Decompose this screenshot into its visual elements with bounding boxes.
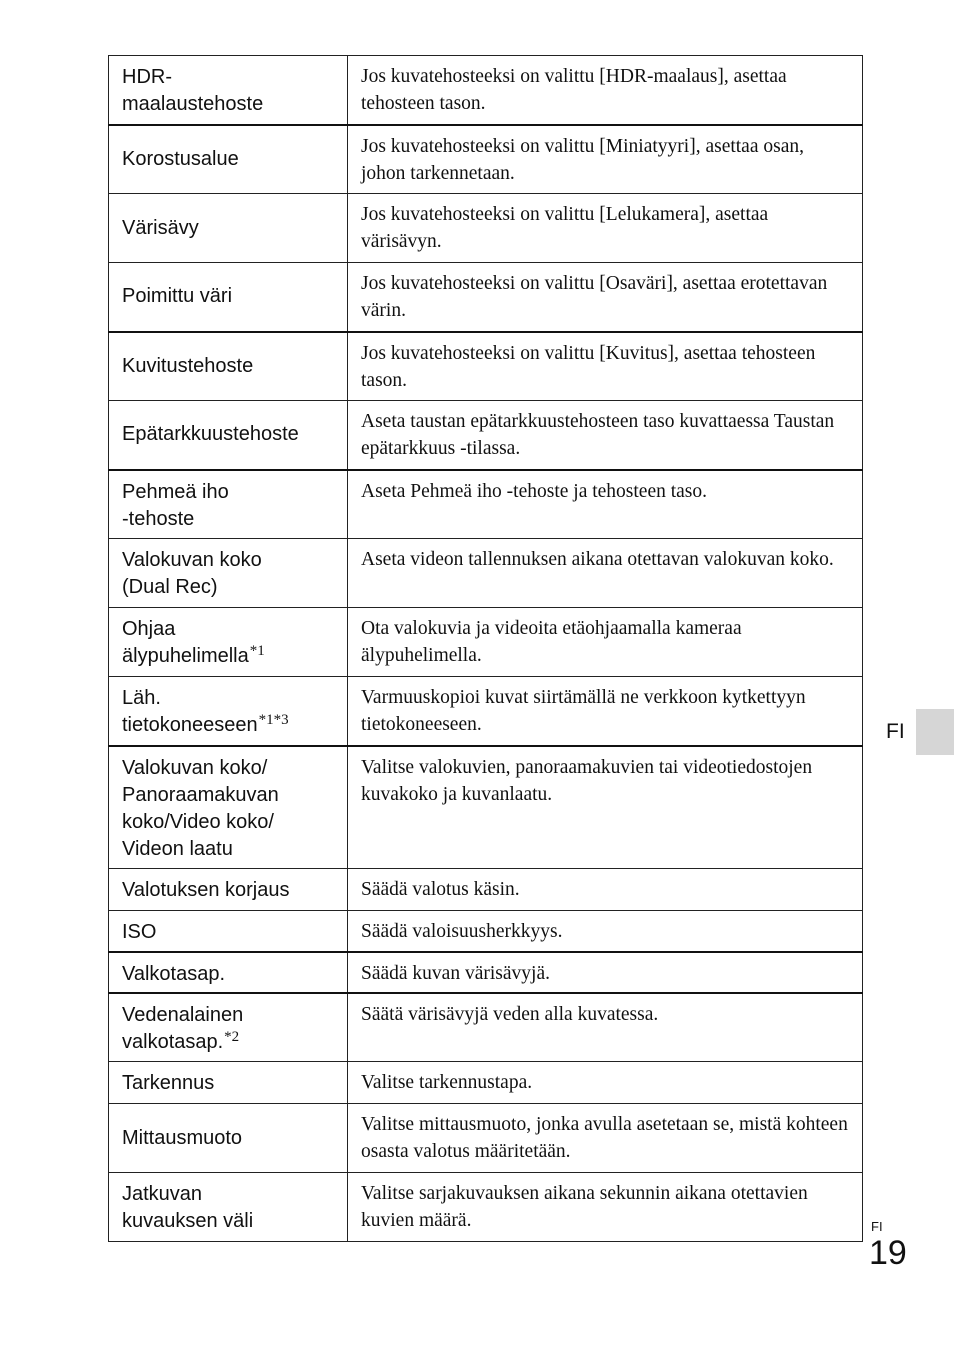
setting-name-cell <box>109 401 348 470</box>
footnote-marker: *1 <box>249 643 265 659</box>
setting-name-cell <box>109 1173 348 1242</box>
table-row <box>109 332 863 401</box>
setting-name-cell <box>109 125 348 194</box>
table-row <box>109 911 863 952</box>
setting-description: Säädä valotus käsin. <box>348 869 863 911</box>
setting-description: Säädä kuvan värisävyjä. <box>348 952 863 993</box>
setting-description: Aseta videon tallennuksen aikana otettavan valokuvan koko. <box>348 539 863 608</box>
setting-name: Poimittu väri <box>122 285 233 308</box>
table-row <box>109 470 863 539</box>
setting-name: Valokuvan koko/ Panoraamakuvan koko/Video koko/ Videon laatu <box>122 756 279 860</box>
table-row <box>109 869 863 911</box>
footnote-marker: *1*3 <box>258 712 289 728</box>
setting-name-cell <box>109 194 348 263</box>
setting-name: Pehmeä iho -tehoste <box>122 480 229 530</box>
setting-name-cell <box>109 952 348 993</box>
setting-description: Jos kuvatehosteeksi on valittu [Lelukamera], asettaa värisävyn. <box>348 194 863 263</box>
table-row <box>109 677 863 746</box>
setting-name: Mittausmuoto <box>122 1126 243 1149</box>
table-row <box>109 746 863 869</box>
setting-name-cell <box>109 56 348 125</box>
setting-name-cell <box>109 1104 348 1173</box>
setting-name: Vedenalainen valkotasap. <box>122 1003 244 1053</box>
setting-description: Varmuuskopioi kuvat siirtämällä ne verkkoon kytkettyyn tietokoneeseen. <box>348 677 863 746</box>
setting-description: Säätä värisävyjä veden alla kuvatessa. <box>348 993 863 1062</box>
setting-name: Läh. tietokoneeseen <box>122 687 258 736</box>
setting-name-cell <box>109 470 348 539</box>
setting-name-cell <box>109 993 348 1062</box>
setting-description: Valitse tarkennustapa. <box>348 1062 863 1104</box>
table-row <box>109 401 863 470</box>
language-tab-label: FI <box>886 720 905 743</box>
table-row <box>109 56 863 125</box>
settings-table-body <box>109 56 863 1242</box>
table-row <box>109 952 863 993</box>
setting-name-cell <box>109 911 348 952</box>
setting-description: Jos kuvatehosteeksi on valittu [HDR-maalaus], asettaa tehosteen tason. <box>348 56 863 125</box>
page-number: 19 <box>869 1234 907 1272</box>
setting-name: Tarkennus <box>122 1072 215 1094</box>
setting-description: Valitse sarjakuvauksen aikana sekunnin aikana otettavien kuvien määrä. <box>348 1173 863 1242</box>
page-language-code: FI <box>871 1219 883 1234</box>
setting-name: Valokuvan koko (Dual Rec) <box>122 549 262 598</box>
setting-description: Säädä valoisuusherkkyys. <box>348 911 863 952</box>
setting-name-cell <box>109 746 348 869</box>
language-tab <box>916 709 954 755</box>
footnote-marker: *2 <box>224 1028 240 1045</box>
table-row <box>109 1173 863 1242</box>
setting-name: Jatkuvan kuvauksen väli <box>122 1183 254 1232</box>
setting-name: Ohjaa älypuhelimella <box>122 618 249 667</box>
setting-name-cell <box>109 263 348 332</box>
table-row <box>109 194 863 263</box>
setting-name: Värisävy <box>122 216 199 239</box>
setting-name: Valkotasap. <box>122 962 226 985</box>
setting-name-cell <box>109 677 348 746</box>
setting-description: Valitse valokuvien, panoraamakuvien tai videotiedostojen kuvakoko ja kuvanlaatu. <box>348 746 863 869</box>
setting-description: Jos kuvatehosteeksi on valittu [Miniatyyri], asettaa osan, johon tarkennetaan. <box>348 125 863 194</box>
table-row <box>109 1104 863 1173</box>
table-row <box>109 263 863 332</box>
setting-name-cell <box>109 539 348 608</box>
setting-name: Kuvitustehoste <box>122 354 254 377</box>
table-row <box>109 539 863 608</box>
setting-name-cell <box>109 332 348 401</box>
table-row <box>109 1062 863 1104</box>
table-row <box>109 993 863 1062</box>
setting-description: Jos kuvatehosteeksi on valittu [Kuvitus], asettaa tehosteen tason. <box>348 332 863 401</box>
setting-name-cell <box>109 869 348 911</box>
setting-name-cell <box>109 608 348 677</box>
setting-name: Korostusalue <box>122 147 239 170</box>
setting-description: Valitse mittausmuoto, jonka avulla asetetaan se, mistä kohteen osasta valotus määritetään. <box>348 1104 863 1173</box>
setting-name: Valotuksen korjaus <box>122 879 290 901</box>
setting-name: Epätarkkuustehoste <box>122 423 299 446</box>
setting-description: Aseta taustan epätarkkuustehosteen taso kuvattaessa Taustan epätarkkuus -tilassa. <box>348 401 863 470</box>
settings-table <box>108 55 863 1242</box>
setting-description: Ota valokuvia ja videoita etäohjaamalla kameraa älypuhelimella. <box>348 608 863 677</box>
setting-description: Aseta Pehmeä iho -tehoste ja tehosteen taso. <box>348 470 863 539</box>
setting-name-cell <box>109 1062 348 1104</box>
setting-name: HDR- maalaustehoste <box>122 66 264 115</box>
setting-description: Jos kuvatehosteeksi on valittu [Osaväri], asettaa erotettavan värin. <box>348 263 863 332</box>
table-row <box>109 608 863 677</box>
setting-name: ISO <box>122 921 157 943</box>
table-row <box>109 125 863 194</box>
